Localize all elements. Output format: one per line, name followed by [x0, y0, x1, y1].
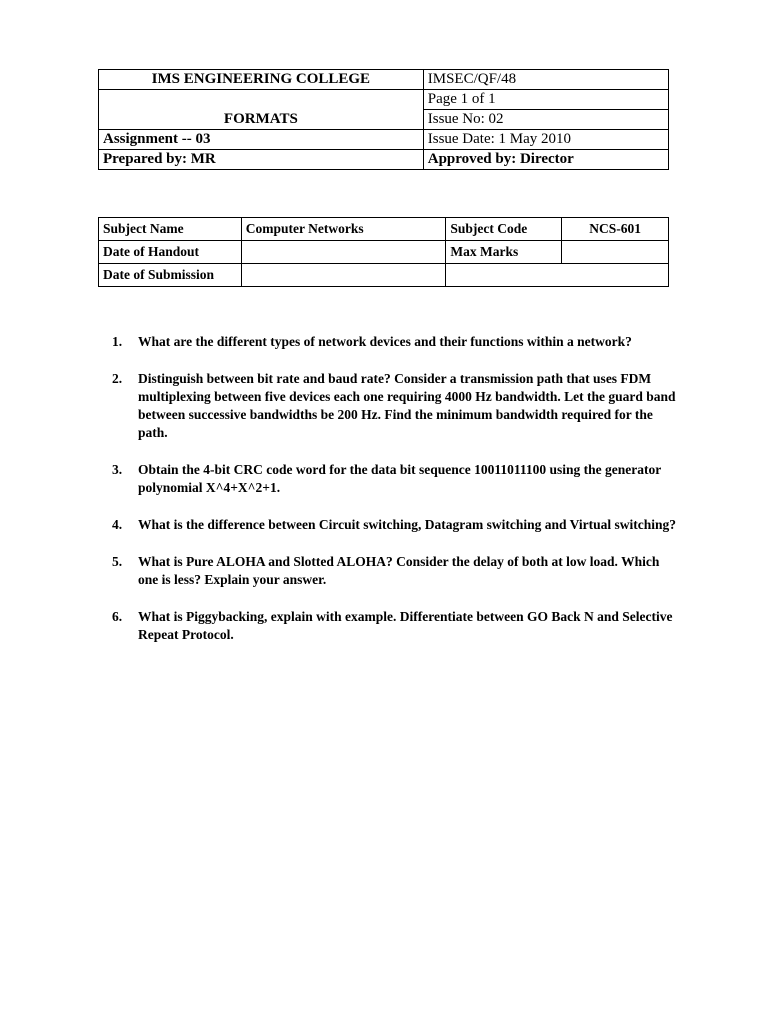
page-number: Page 1 of 1	[423, 90, 668, 110]
assignment-number: Assignment -- 03	[99, 130, 424, 150]
document-code: IMSEC/QF/48	[423, 70, 668, 90]
question-item	[112, 370, 682, 442]
question-item	[112, 608, 682, 644]
question-number: 1.	[112, 334, 123, 349]
question-number: 4.	[112, 517, 123, 532]
question-number: 5.	[112, 554, 123, 569]
question-text: What are the different types of network devices and their functions within a network?	[138, 334, 632, 349]
subject-info-table	[98, 217, 669, 287]
subject-name-label: Subject Name	[99, 218, 242, 241]
max-marks-value	[562, 241, 669, 264]
question-item	[112, 461, 682, 497]
subject-code-value: NCS-601	[562, 218, 669, 241]
question-item	[112, 516, 682, 534]
submission-blank-cell	[446, 264, 669, 287]
issue-date: Issue Date: 1 May 2010	[423, 130, 668, 150]
handout-date-label: Date of Handout	[99, 241, 242, 264]
question-text: Distinguish between bit rate and baud rate? Consider a transmission path that uses FDM multiplexing between five devices each one requiring 4000 Hz bandwidth. Let the guard band between successive bandwidths be 200 Hz. Find the minimum bandwidth required for the path.	[138, 371, 676, 440]
question-number: 6.	[112, 609, 123, 624]
question-text: What is the difference between Circuit switching, Datagram switching and Virtual switching?	[138, 517, 676, 532]
question-text: What is Pure ALOHA and Slotted ALOHA? Consider the delay of both at low load. Which one is less? Explain your answer.	[138, 554, 660, 587]
submission-date-label: Date of Submission	[99, 264, 242, 287]
prepared-by: Prepared by: MR	[99, 150, 424, 170]
handout-date-value	[241, 241, 446, 264]
approved-by: Approved by: Director	[423, 150, 668, 170]
subject-name-value: Computer Networks	[241, 218, 446, 241]
formats-title: FORMATS	[99, 90, 424, 130]
submission-date-value	[241, 264, 446, 287]
issue-number: Issue No: 02	[423, 110, 668, 130]
question-list	[112, 333, 682, 663]
question-item	[112, 553, 682, 589]
question-text: What is Piggybacking, explain with example. Differentiate between GO Back N and Selective Repeat Protocol.	[138, 609, 673, 642]
question-item	[112, 333, 682, 351]
question-text: Obtain the 4-bit CRC code word for the data bit sequence 10011011100 using the generator polynomial X^4+X^2+1.	[138, 462, 661, 495]
document-header-table	[98, 69, 669, 170]
question-number: 2.	[112, 371, 123, 386]
question-number: 3.	[112, 462, 123, 477]
max-marks-label: Max Marks	[446, 241, 562, 264]
college-name: IMS ENGINEERING COLLEGE	[99, 70, 424, 90]
subject-code-label: Subject Code	[446, 218, 562, 241]
